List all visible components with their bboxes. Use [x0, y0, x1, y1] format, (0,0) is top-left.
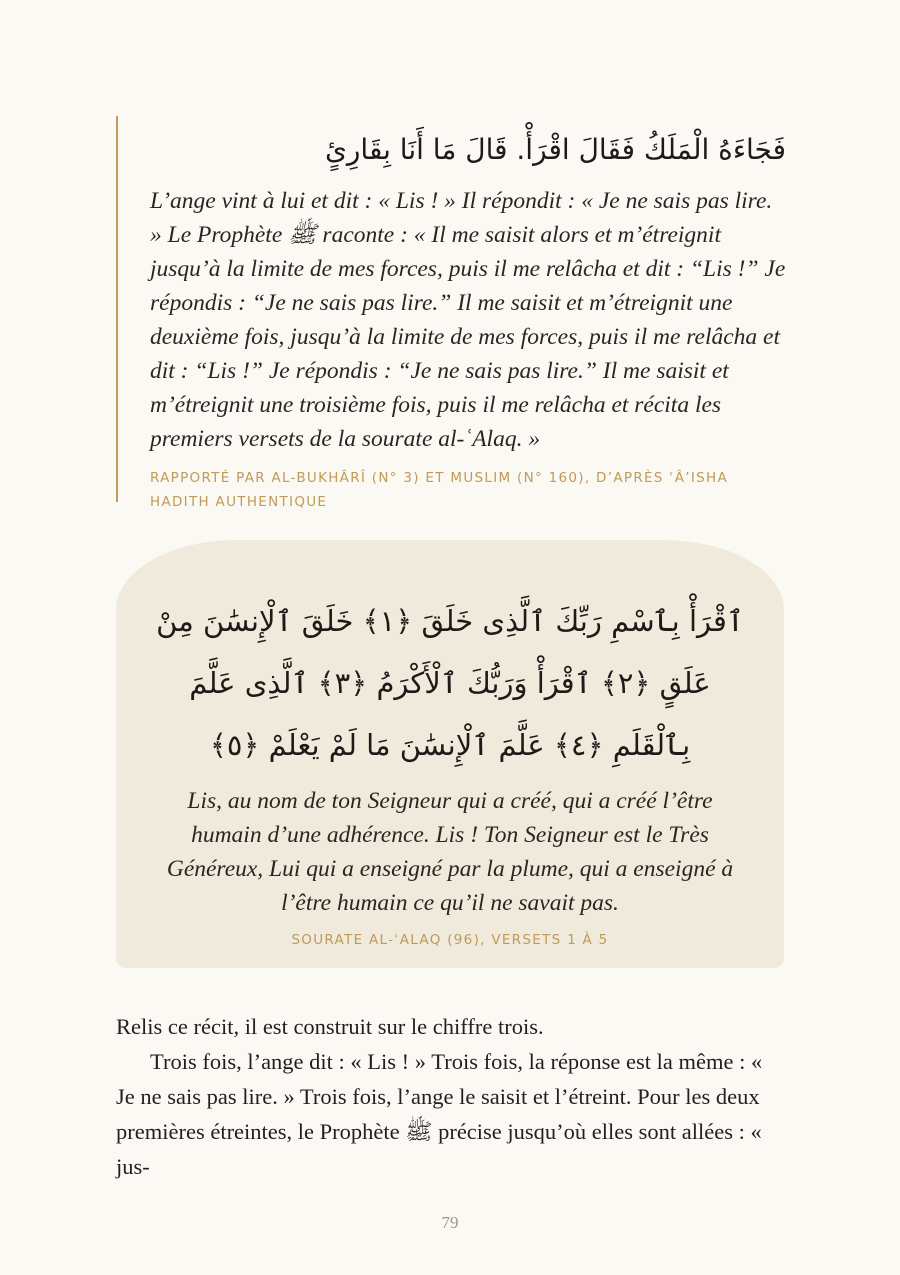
- page-number: 79: [441, 1213, 459, 1232]
- quran-source: SOURATE AL-ʿALAQ (96), VERSETS 1 À 5: [291, 932, 609, 948]
- hadith-blockquote: [116, 116, 788, 510]
- quran-verse-box: [116, 540, 784, 968]
- quran-arabic-text: ٱقْرَأْ بِٱسْمِ رَبِّكَ ٱلَّذِى خَلَقَ ﴿١﴾ خَلَقَ ٱلْإِنسَٰنَ مِنْ عَلَقٍ ﴿٢﴾ ٱقْرَأْ وَرَبُّكَ ٱلْأَكْرَمُ ﴿٣﴾ ٱلَّذِى عَلَّمَ بِٱلْقَلَمِ ﴿٤﴾ عَلَّمَ ٱلْإِنسَٰنَ مَا لَمْ يَعْلَمْ ﴿٥﴾: [156, 604, 744, 762]
- quran-french-translation: Lis, au nom de ton Seigneur qui a créé, qui a créé l’être humain d’une adhérence. Lis ! Ton Seigneur est le Très Généreux, Lui qui a enseigné par la plume, qui a enseigné à l’être humain ce qu’il ne savait pas.: [166, 788, 734, 916]
- body-paragraph-1: Relis ce récit, il est construit sur le chiffre trois.: [116, 1014, 544, 1039]
- body-paragraph-2: Trois fois, l’ange dit : « Lis ! » Trois fois, la réponse est la même : « Je ne sais pas lire. » Trois fois, l’ange le saisit et l’étreint. Pour les deux premières étreintes, le Prophète ﷺ précise jusqu’où elles sont allées : « jus-: [116, 1049, 763, 1179]
- body-text: [116, 1009, 784, 1184]
- hadith-source-reference: RAPPORTÉ PAR AL-BUKHÂRÎ (N° 3) ET MUSLIM (N° 160), D’APRÈS ʿÂ’ISHA: [150, 470, 728, 486]
- hadith-french-translation: L’ange vint à lui et dit : « Lis ! » Il répondit : « Je ne sais pas lire. » Le Prophète ﷺ raconte : « Il me saisit alors et m’étreignit jusqu’à la limite de mes forces, puis il me relâcha et dit : “Lis !” Je répondis : “Je ne sais pas lire.” Il me saisit et m’étreignit une deuxième fois, jusqu’à la limite de mes forces, puis il me relâcha et dit : “Lis !” Je répondis : “Je ne sais pas lire.” Il me saisit et m’étreignit une troisième fois, puis il me relâcha et récita les premiers versets de la sourate al-ʿAlaq. »: [150, 188, 786, 452]
- hadith-source: [150, 466, 788, 514]
- hadith-arabic-text: فَجَاءَهُ الْمَلَكُ فَقَالَ اقْرَأْ. قَالَ مَا أَنَا بِقَارِئٍ: [324, 133, 786, 166]
- hadith-authenticity: HADITH AUTHENTIQUE: [150, 494, 328, 510]
